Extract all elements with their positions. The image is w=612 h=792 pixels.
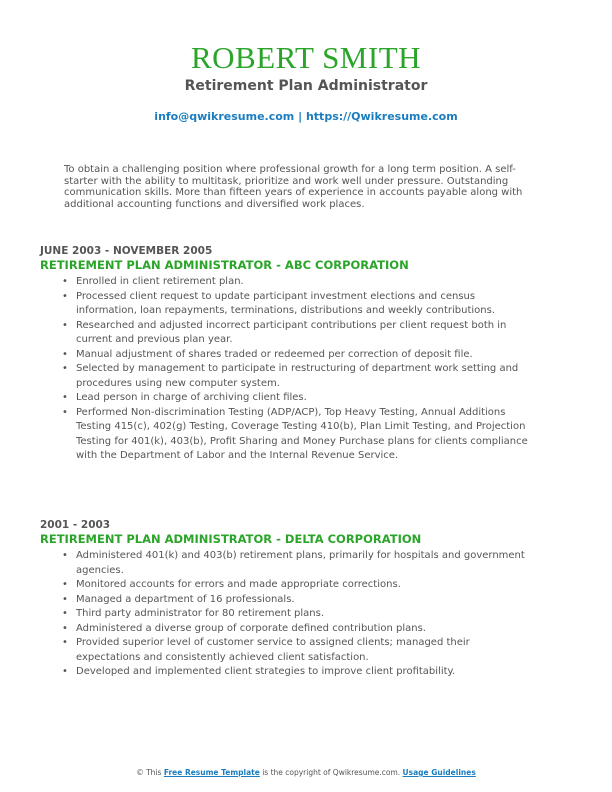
bullet-icon: • (62, 579, 68, 590)
job-heading: RETIREMENT PLAN ADMINISTRATOR - DELTA CORPORATION (40, 532, 422, 546)
bullet-text: Manual adjustment of shares traded or redeemed per correction of deposit file. (76, 348, 473, 360)
list-item (40, 290, 536, 319)
candidate-name: ROBERT SMITH (190, 40, 422, 75)
bullet-text: Provided superior level of customer service to assigned clients; managed their expectations and consistently achieved client satisfaction. (76, 637, 470, 663)
bullet-text: Lead person in charge of archiving client files. (76, 392, 307, 403)
bullet-icon: • (62, 622, 68, 634)
bullet-icon: • (62, 406, 68, 418)
bullet-icon: • (62, 276, 68, 287)
list-item (40, 549, 536, 578)
list-item (40, 348, 536, 363)
bullet-text: Developed and implemented client strategies to improve client profitability. (76, 666, 456, 677)
bullet-text: Enrolled in client retirement plan. (76, 276, 244, 287)
list-item (40, 391, 536, 406)
usage-guidelines-link[interactable]: Usage Guidelines (402, 768, 476, 777)
bullet-icon: • (62, 637, 68, 648)
bullet-text: Researched and adjusted incorrect participant contributions per client request both in current and previous plan year. (76, 319, 507, 345)
bullet-icon: • (62, 319, 68, 331)
contact-line (0, 110, 612, 124)
bullet-icon: • (62, 392, 68, 403)
job-entry (40, 245, 560, 464)
email-link[interactable]: info@qwikresume.com (154, 110, 295, 123)
bullet-text: Selected by management to participate in restructuring of department work setting and procedures using new computer system. (76, 363, 519, 389)
bullet-text: Administered a diverse group of corporate defined contribution plans. (76, 622, 426, 634)
job-dates: 2001 - 2003 (40, 519, 111, 531)
list-item (40, 622, 536, 637)
list-item (40, 607, 536, 622)
bullet-text: Processed client request to update participant investment elections and census information, loan repayments, terminations, distributions and weekly contributions. (76, 290, 495, 316)
bullet-text: Monitored accounts for errors and made appropriate corrections. (76, 579, 401, 590)
bullet-icon: • (62, 593, 68, 605)
website-link[interactable]: https://Qwikresume.com (305, 110, 458, 123)
job-entry (40, 519, 560, 680)
bullet-icon: • (62, 290, 68, 302)
footer-middle: is the copyright of Qwikresume.com. (259, 768, 403, 777)
bullet-text: Performed Non-discrimination Testing (ADP/ACP), Top Heavy Testing, Annual Additions Testing 415(c), 402(g) Testing, Coverage Testing 410(b), Plan Limit Testing, and Projection Testing for 401(k), 403(b), Profit Sharing and Money Purchase plans for clients compliance with the Department of Labor and the Internal Revenue Service. (76, 406, 528, 461)
footer (0, 768, 612, 778)
bullet-text: Administered 401(k) and 403(b) retirement plans, primarily for hospitals and government agencies. (76, 550, 525, 576)
list-item (40, 636, 536, 665)
job-bullets (40, 275, 560, 464)
contact-separator: | (294, 110, 306, 123)
list-item (40, 665, 536, 680)
bullet-icon: • (62, 608, 68, 619)
job-dates: JUNE 2003 - NOVEMBER 2005 (40, 245, 213, 257)
candidate-title: Retirement Plan Administrator (184, 78, 428, 94)
bullet-text: Third party administrator for 80 retirement plans. (76, 608, 325, 619)
bullet-icon: • (62, 363, 68, 374)
bullet-icon: • (62, 550, 68, 561)
bullet-icon: • (62, 666, 68, 677)
list-item (40, 275, 536, 290)
bullet-icon: • (62, 348, 68, 360)
list-item (40, 578, 536, 593)
list-item (40, 593, 536, 608)
footer-prefix: © This (136, 768, 164, 777)
list-item (40, 362, 536, 391)
list-item (40, 406, 536, 464)
bullet-text: Managed a department of 16 professionals. (76, 593, 295, 605)
free-resume-template-link[interactable]: Free Resume Template (163, 768, 260, 777)
job-heading: RETIREMENT PLAN ADMINISTRATOR - ABC CORPORATION (40, 258, 409, 272)
job-bullets (40, 549, 560, 680)
summary-paragraph: To obtain a challenging position where professional growth for a long term position. A self-starter with the ability to multitask, prioritize and work well under pressure. Outstanding communication skills. More than fifteen years of experience in accounts payable along with additional accounting functions and diversified work places. (64, 164, 523, 210)
list-item (40, 319, 536, 348)
